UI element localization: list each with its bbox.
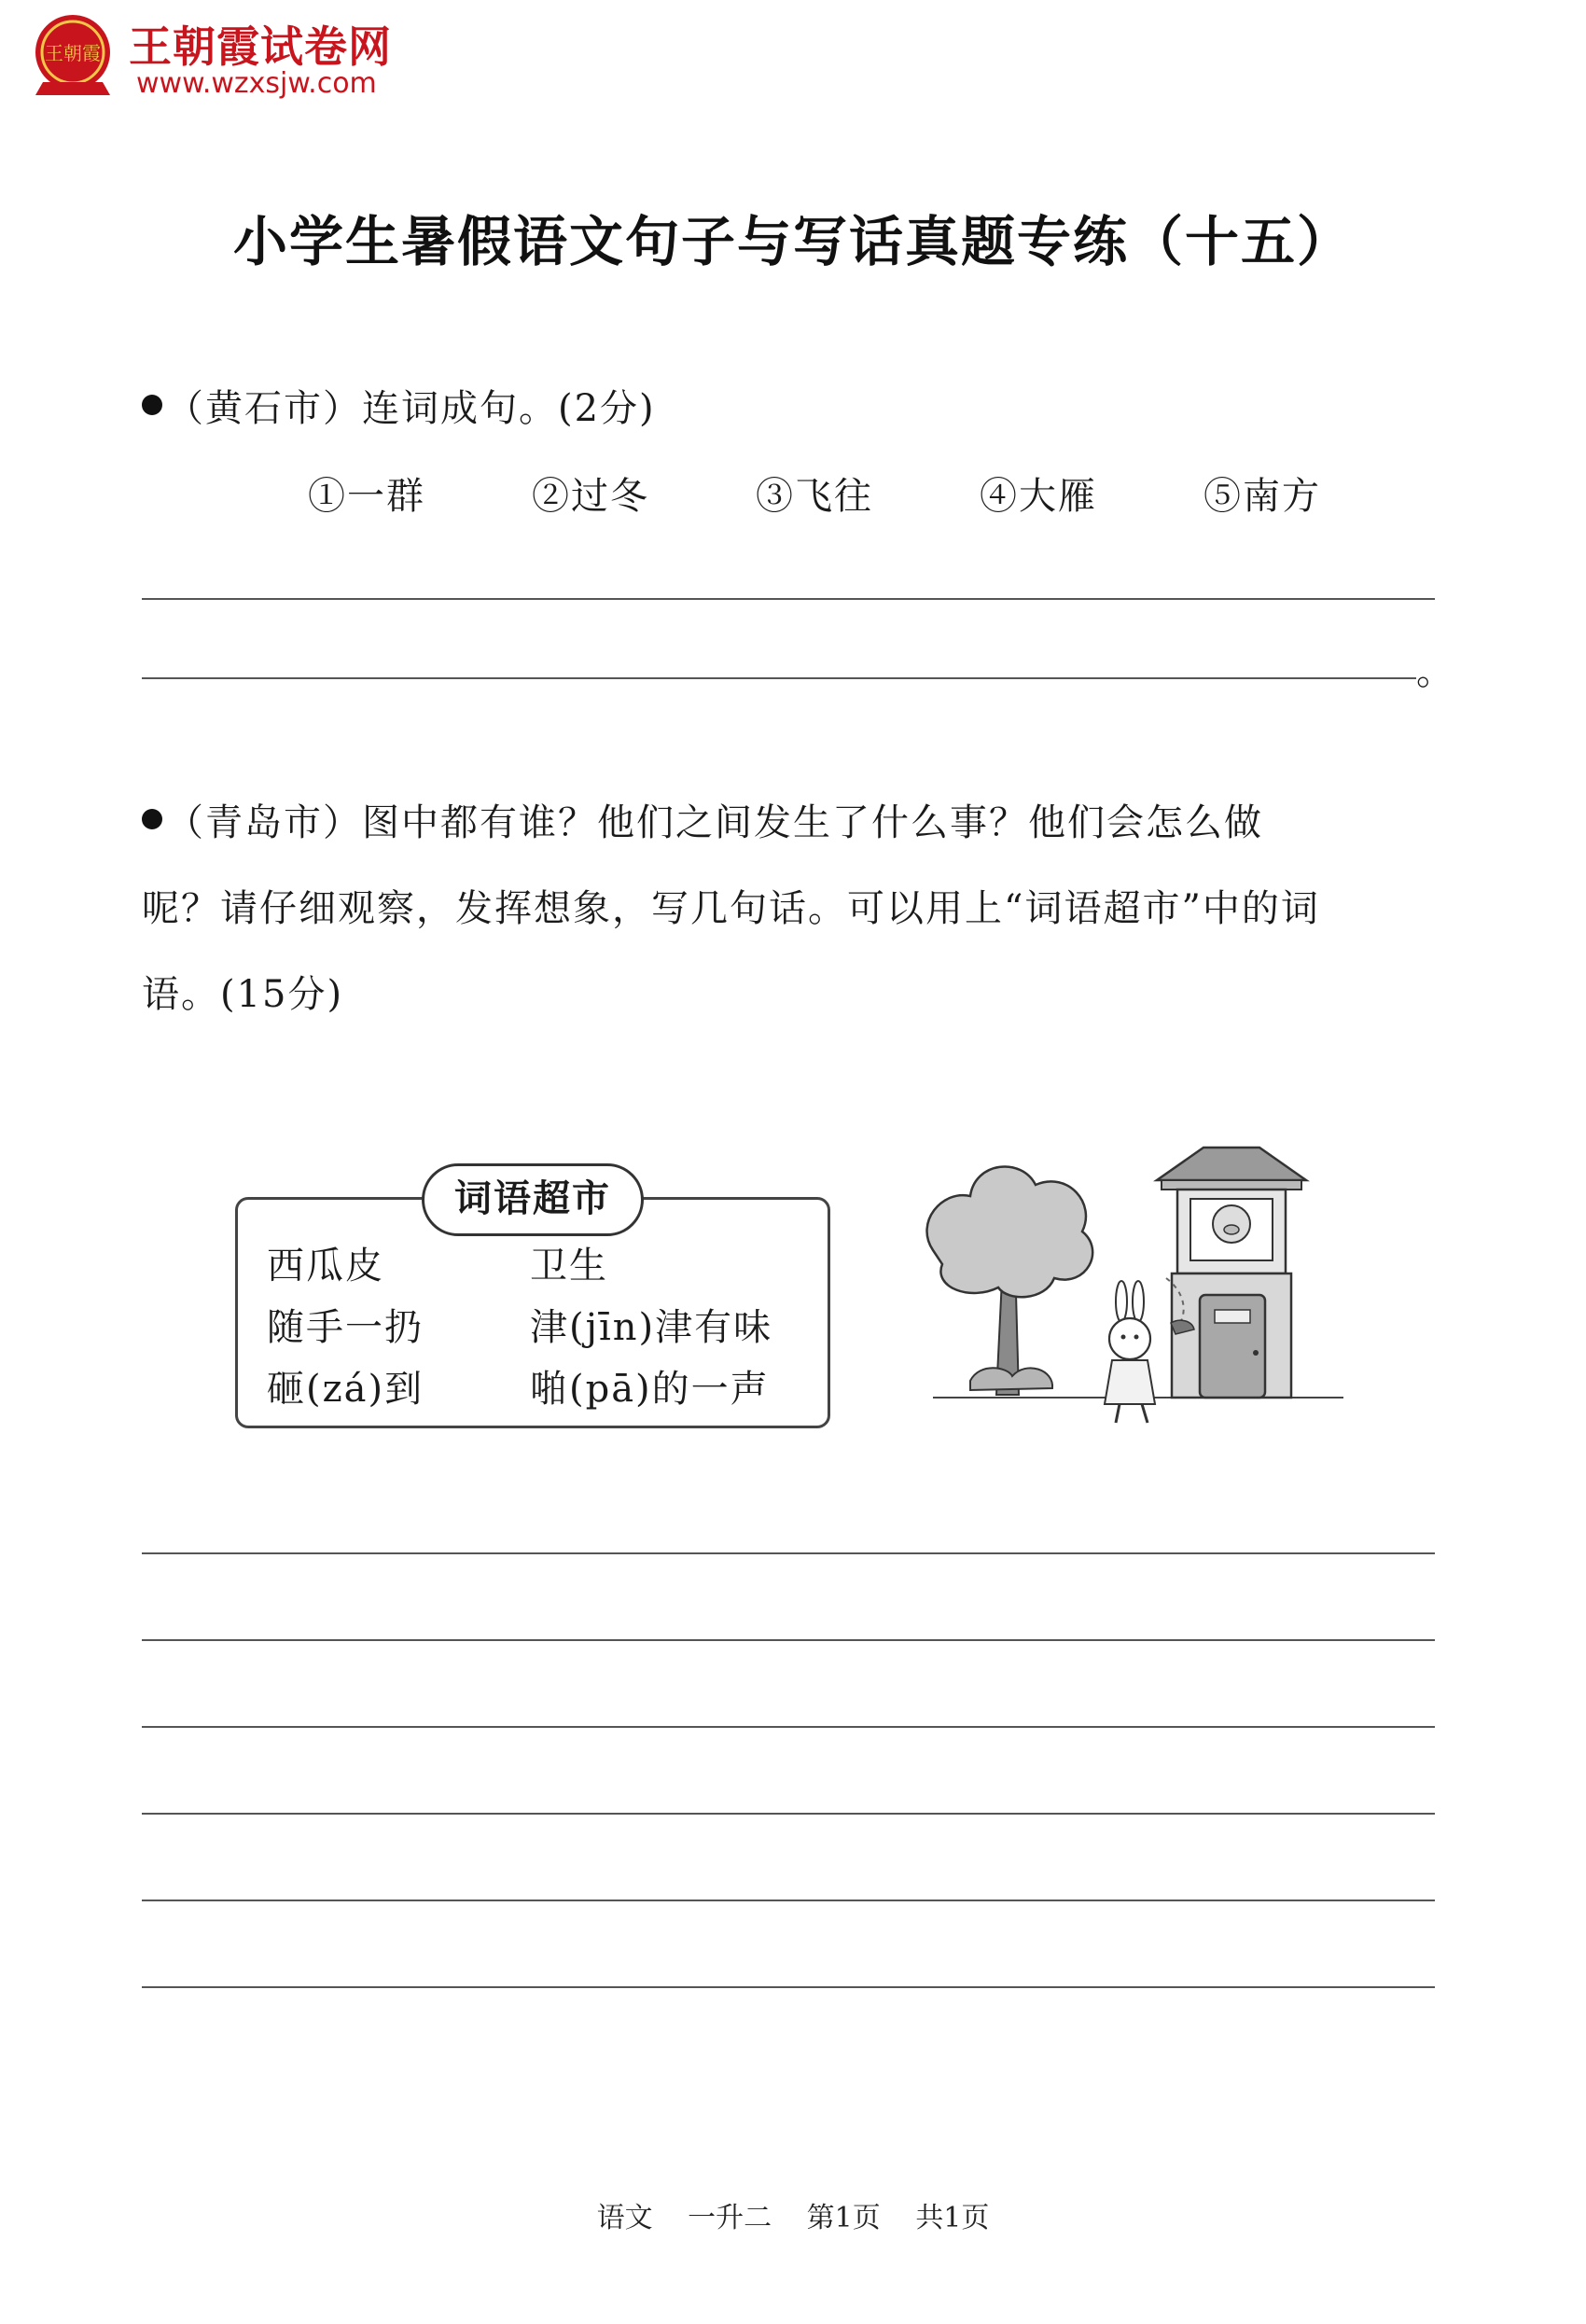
footer-total: 共1页 (915, 2202, 990, 2234)
rabbit-icon (1105, 1281, 1155, 1423)
bullet-icon (142, 809, 162, 829)
question-2-line-2: 呢？请仔细观察，发挥想象，写几句话。可以用上“词语超市”中的词 (142, 887, 1320, 930)
answer-line-1[interactable] (142, 598, 1435, 600)
footer-grade: 一升二 (688, 2202, 772, 2234)
writing-line[interactable] (142, 1726, 1435, 1728)
question-2-line-1 (142, 780, 1263, 866)
option-4: ④大雁 (980, 475, 1097, 518)
question-2-text-1: （青岛市）图中都有谁？他们之间发生了什么事？他们会怎么做 (166, 801, 1263, 844)
page-title: 小学生暑假语文句子与写话真题专练（十五） (232, 210, 1353, 273)
option-5: ⑤南方 (1203, 475, 1321, 518)
site-name: 王朝霞试卷网 (129, 21, 392, 72)
word-item: 随手一扔 (267, 1306, 424, 1349)
bullet-icon (142, 395, 162, 415)
question-1-prompt (142, 366, 656, 452)
footer-subject: 语文 (596, 2202, 653, 2234)
logo-seal-text: 王朝霞 (45, 42, 101, 64)
question-1-text: （黄石市）连词成句。(2分) (166, 387, 656, 430)
logo-seal-icon (26, 9, 119, 103)
booth-icon (1157, 1148, 1306, 1398)
option-3: ③飞往 (756, 475, 873, 518)
page-footer (0, 2194, 1586, 2235)
writing-line[interactable] (142, 1986, 1435, 1988)
word-list (267, 1239, 817, 1416)
option-2: ②过冬 (532, 475, 649, 518)
writing-line[interactable] (142, 1900, 1435, 1901)
word-supermarket-title: 词语超市 (422, 1163, 644, 1236)
word-item: 啪(pā)的一声 (530, 1368, 770, 1411)
word-item: 砸(zá)到 (267, 1368, 424, 1411)
word-item: 卫生 (530, 1245, 608, 1287)
option-1: ①一群 (308, 475, 425, 518)
question-1-options (308, 466, 1427, 520)
writing-line[interactable] (142, 1639, 1435, 1641)
writing-line[interactable] (142, 1552, 1435, 1554)
word-item: 津(jīn)津有味 (530, 1306, 773, 1349)
scene-illustration (914, 1138, 1353, 1446)
word-item: 西瓜皮 (267, 1245, 384, 1287)
writing-line[interactable] (142, 1813, 1435, 1815)
site-url[interactable]: www.wzxsjw.com (136, 67, 377, 100)
footer-page: 第1页 (806, 2202, 881, 2234)
answer-line-2[interactable] (142, 677, 1416, 679)
question-2-line-3: 语。(15分) (142, 973, 344, 1016)
sentence-end-mark: 。 (1416, 650, 1454, 693)
site-logo (26, 9, 418, 103)
tree-icon (927, 1166, 1093, 1395)
